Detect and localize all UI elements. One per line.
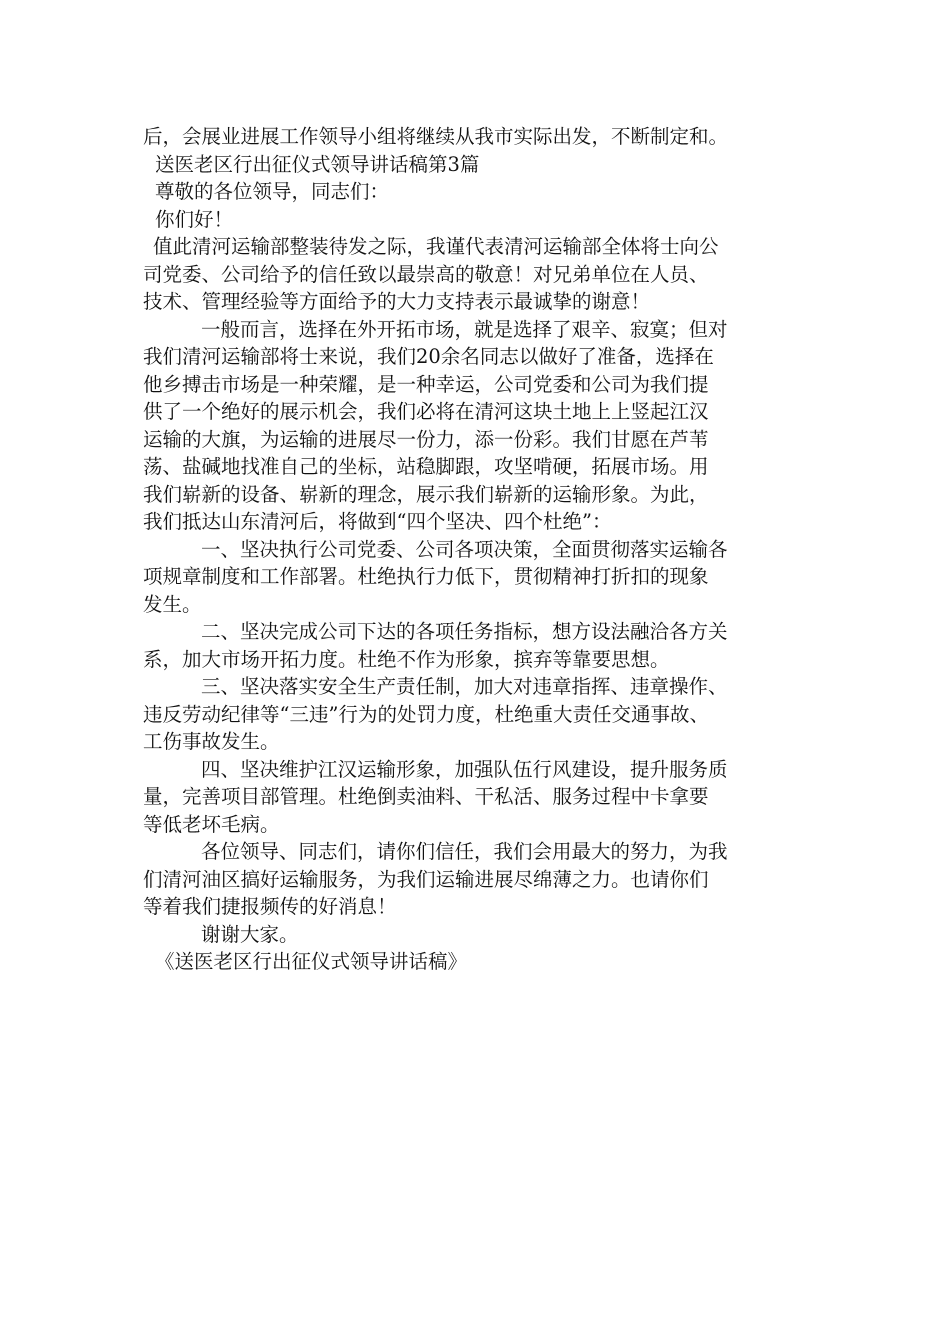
- text-line: 违反劳动纪律等“三违”行为的处罚力度，杜绝重大责任交通事故、: [143, 702, 709, 726]
- text-line: 《送医老区行出征仪式领导讲话稿》: [155, 950, 468, 973]
- text-line: 我们抵达山东清河后，将做到“四个坚决、四个杜绝”：: [143, 510, 612, 533]
- paragraph-point-1: [143, 536, 823, 619]
- text-line: 系，加大市场开拓力度。杜绝不作为形象，摈弃等靠要思想。: [143, 647, 670, 671]
- text-line: 运输的大旗，为运输的进展尽一份力，添一份彩。我们甘愿在芦苇: [143, 427, 709, 451]
- text-line: 工伤事故发生。: [143, 730, 280, 753]
- salutation: [143, 178, 823, 206]
- document-title-footer: [143, 948, 823, 976]
- paragraph-closing: [143, 838, 823, 921]
- text-line: 技术、管理经验等方面给予的大力支持表示最诚挚的谢意！: [143, 290, 651, 313]
- paragraph-point-3: [143, 673, 823, 756]
- text-line: 我们崭新的设备、崭新的理念，展示我们崭新的运输形象。为此，: [143, 482, 709, 506]
- text-line: 一般而言，选择在外开拓市场，就是选择了艰辛、寂寞；但对: [201, 317, 728, 341]
- paragraph-market: [143, 316, 823, 536]
- text-line: 我们清河运输部将士来说，我们20余名同志以做好了准备，选择在: [143, 345, 714, 368]
- text-line: 发生。: [143, 592, 202, 616]
- text-line: 三、坚决落实安全生产责任制，加大对违章指挥、违章操作、: [201, 675, 728, 698]
- text-line: 四、坚决维护江汉运输形象，加强队伍行风建设，提升服务质: [201, 757, 728, 781]
- section-heading: [143, 151, 823, 179]
- text-line: 等低老坏毛病。: [143, 812, 280, 836]
- text-line: 荡、盐碱地找准自己的坐标，站稳脚跟，攻坚啃硬，拓展市场。用: [143, 455, 709, 478]
- text-line: 司党委、公司给予的信任致以最崇高的敬意！对兄弟单位在人员、: [143, 262, 709, 286]
- text-line: 们清河油区搞好运输服务，为我们运输进展尽绵薄之力。也请你们: [143, 867, 709, 891]
- text-line: 各位领导、同志们，请你们信任，我们会用最大的努力，为我: [201, 840, 728, 863]
- paragraph-intro: [143, 233, 823, 316]
- thanks-line: [143, 921, 823, 949]
- text-line: 尊敬的各位领导，同志们：: [155, 180, 390, 203]
- text-line: 二、坚决完成公司下达的各项任务指标，想方设法融洽各方关: [201, 620, 728, 643]
- text-line: 值此清河运输部整装待发之际，我谨代表清河运输部全体将士向公: [153, 235, 719, 258]
- text-line: 他乡搏击市场是一种荣耀，是一种幸运，公司党委和公司为我们提: [143, 372, 709, 396]
- paragraph-closing-previous: [143, 123, 823, 151]
- text-line: 量，完善项目部管理。杜绝倒卖油料、干私活、服务过程中卡拿要: [143, 785, 709, 808]
- paragraph-point-2: [143, 618, 823, 673]
- text-line: 等着我们捷报频传的好消息！: [143, 895, 397, 918]
- text-line: 供了一个绝好的展示机会，我们必将在清河这块土地上上竖起江汉: [143, 400, 709, 423]
- greeting: [143, 206, 823, 234]
- text-line: 项规章制度和工作部署。杜绝执行力低下，贯彻精神打折扣的现象: [143, 565, 709, 588]
- text-line: 你们好！: [155, 207, 234, 231]
- paragraph-point-4: [143, 756, 823, 839]
- document-page: [143, 123, 823, 976]
- text-line: 后，会展业进展工作领导小组将继续从我市实际出发，不断制定和。: [143, 125, 729, 148]
- text-line: 送医老区行出征仪式领导讲话稿第3篇: [155, 152, 480, 176]
- text-line: 谢谢大家。: [201, 922, 299, 946]
- text-line: 一、坚决执行公司党委、公司各项决策，全面贯彻落实运输各: [201, 537, 728, 561]
